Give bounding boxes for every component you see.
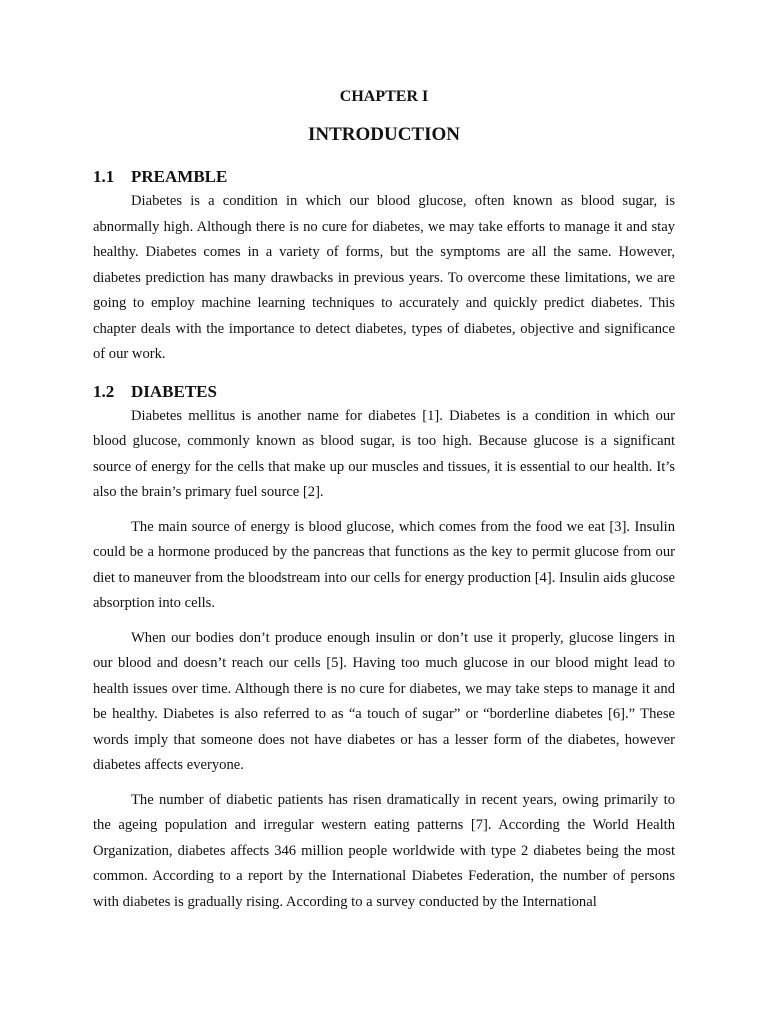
- chapter-title: INTRODUCTION: [307, 124, 461, 145]
- paragraph: When our bodies don’t produce enough insulin or don’t use it properly, glucose lingers in our blood and doesn’t reach our cells [5]. Having too much glucose in our blood might lead to health issues over time. Although there is no cure for diabetes, we may take steps to manage it and be healthy. Diabetes is also referred to as “a touch of sugar” or “borderline diabetes [6].” These words imply that someone does not have diabetes or has a lesser form of the diabetes, however diabetes affects everyone.: [93, 629, 675, 773]
- section-heading: [93, 381, 675, 403]
- document-page: [93, 86, 675, 915]
- paragraph: Diabetes is a condition in which our blood glucose, often known as blood sugar, is abnormally high. Although there is no cure for diabetes, we may take efforts to manage it and stay healthy. Diabetes comes in a variety of forms, but the symptoms are all the same. However, diabetes prediction has many drawbacks in previous years. To overcome these limitations, we are going to employ machine learning techniques to accurately and quickly predict diabetes. This chapter deals with the importance to detect diabetes, types of diabetes, objective and significance of our work.: [93, 193, 675, 362]
- paragraph: The main source of energy is blood glucose, which comes from the food we eat [3]. Insulin could be a hormone produced by the pancreas that functions as the key to permit glucose from our diet to maneuver from the bloodstream into our cells for energy production [4]. Insulin aids glucose absorption into cells.: [93, 518, 675, 611]
- section-number: 1.1: [93, 167, 115, 186]
- section-heading: [93, 166, 675, 188]
- section-title: PREAMBLE: [131, 167, 228, 186]
- paragraph: Diabetes mellitus is another name for diabetes [1]. Diabetes is a condition in which our blood glucose, commonly known as blood sugar, is too high. Because glucose is a significant source of energy for the cells that make up our muscles and tissues, it is essential to our health. It’s also the brain’s primary fuel source [2].: [93, 407, 675, 500]
- section-title: DIABETES: [131, 381, 217, 401]
- chapter-label: CHAPTER I: [339, 88, 429, 105]
- paragraph: The number of diabetic patients has risen dramatically in recent years, owing primarily to the ageing population and irregular western eating patterns [7]. According the World Health Organization, diabetes affects 346 million people worldwide with type 2 diabetes being the most common. According to a report by the International Diabetes Federation, the number of persons with diabetes is gradually rising. According to a survey conducted by the International: [93, 791, 675, 910]
- section-preamble: [93, 166, 675, 368]
- section-diabetes: [93, 381, 675, 916]
- section-number: 1.2: [93, 381, 115, 401]
